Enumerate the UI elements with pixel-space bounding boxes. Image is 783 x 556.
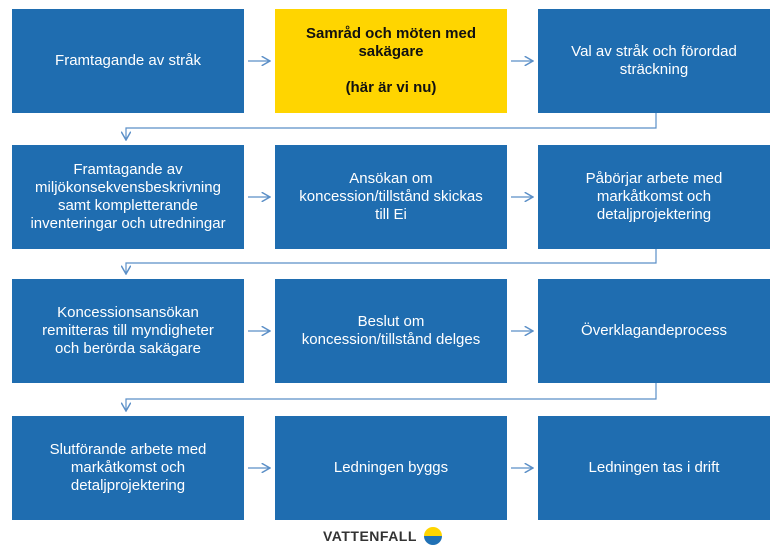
step-val-av-strak xyxy=(538,9,770,113)
step-framtagande-av-strak xyxy=(12,9,244,113)
step-label: Ledningen byggs xyxy=(333,459,449,476)
step-beslut xyxy=(275,279,507,383)
connector-row1-row2 xyxy=(126,113,656,140)
vattenfall-logo xyxy=(323,526,443,546)
logo-text: VATTENFALL xyxy=(323,528,417,544)
step-ledningen-i-drift xyxy=(538,416,770,520)
step-remittering xyxy=(12,279,244,383)
step-label: Framtagande av miljökonsekvensbeskrivning samt kompletterande inventeringar och utredningar xyxy=(30,161,226,232)
step-samrad-current xyxy=(275,9,507,113)
step-label: Val av stråk och förordad sträckning xyxy=(571,43,737,78)
connector-row2-row3 xyxy=(126,249,656,274)
step-ledningen-byggs xyxy=(275,416,507,520)
step-miljokonsekvens xyxy=(12,145,244,249)
step-label: Framtagande av stråk xyxy=(55,52,201,69)
connector-row3-row4 xyxy=(126,383,656,411)
step-label: Slutförande arbete med markåtkomst och detaljprojektering xyxy=(49,441,207,494)
step-label: Överklagandeprocess xyxy=(581,322,727,339)
step-label: Samråd och möten med sakägare (här är vi nu) xyxy=(305,25,477,96)
step-label: Beslut om koncession/tillstånd delges xyxy=(301,313,481,348)
sun-icon xyxy=(423,526,443,546)
step-label: Koncessionsansökan remitteras till myndigheter och berörda sakägare xyxy=(42,304,214,357)
step-label: Påbörjar arbete med markåtkomst och detaljprojektering xyxy=(585,170,723,223)
step-label: Ledningen tas i drift xyxy=(588,459,720,476)
step-slutforande xyxy=(12,416,244,520)
step-overklagande xyxy=(538,279,770,383)
step-ansokan xyxy=(275,145,507,249)
step-paborjar-arbete xyxy=(538,145,770,249)
step-label: Ansökan om koncession/tillstånd skickas till Ei xyxy=(299,170,483,223)
